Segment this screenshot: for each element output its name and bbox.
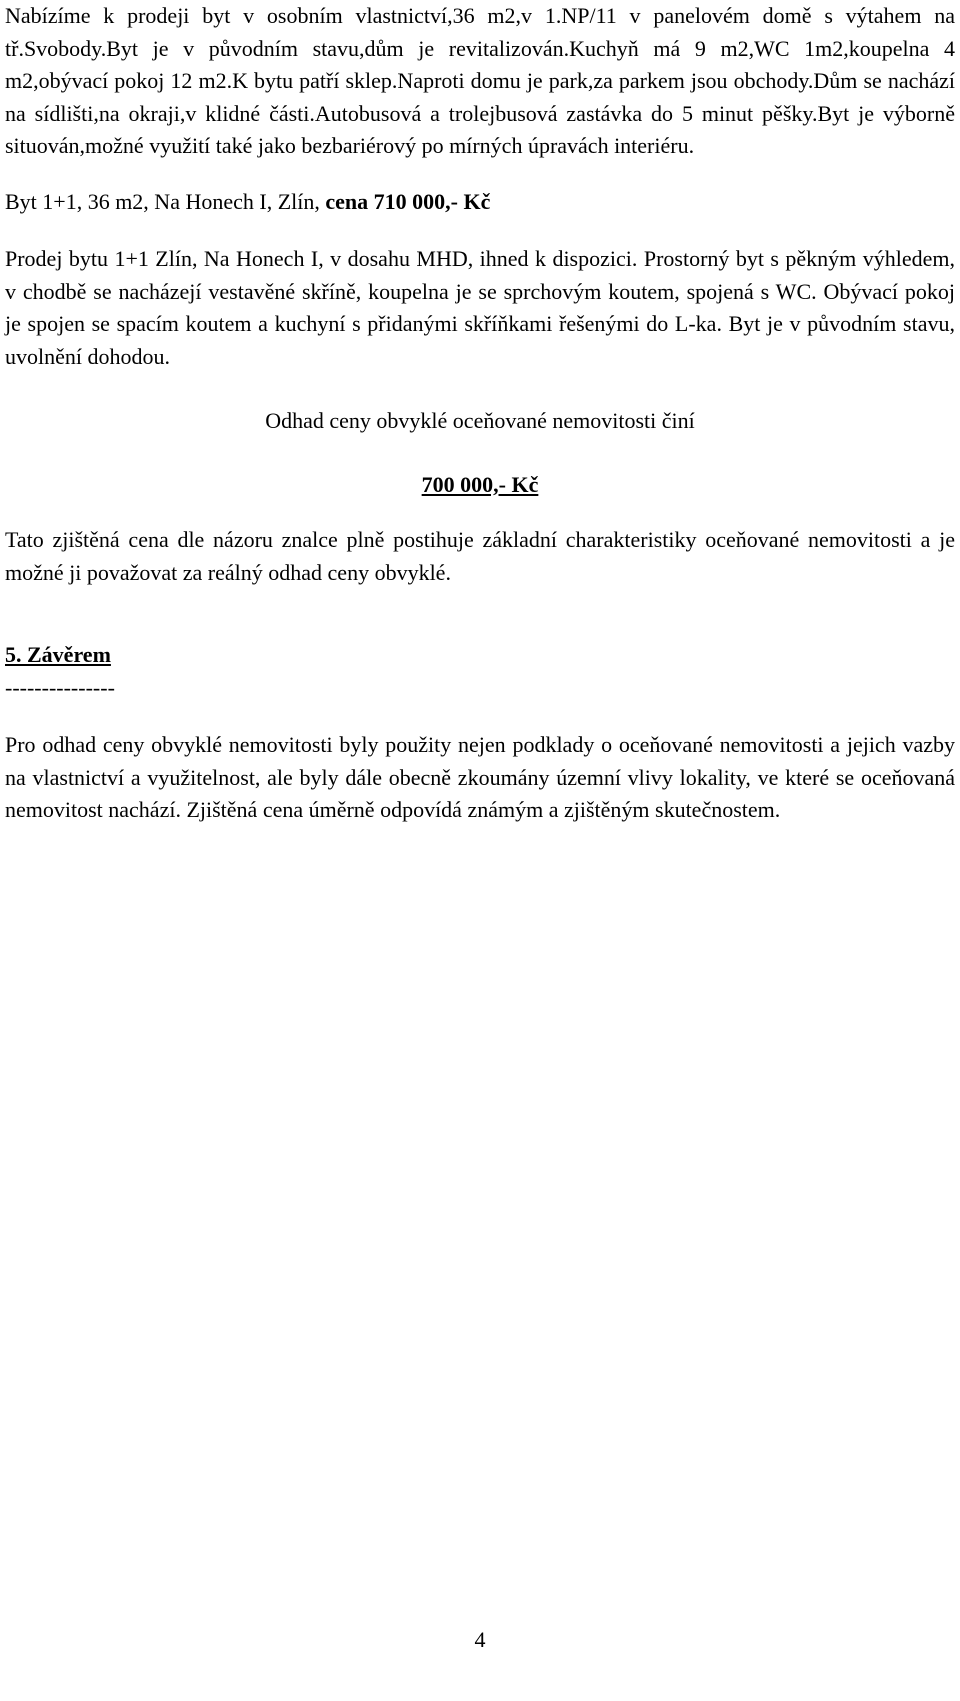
offer-description: Prodej bytu 1+1 Zlín, Na Honech I, v dosahu MHD, ihned k dispozici. Prostorný byt s pěkným výhledem, v chodbě se nacházejí vestavěné skříně, koupelna je se sprchovým koutem, spojená s WC. Obývací pokoj je spojen se spacím koutem a kuchyní s přidanými skříňkami řešenými do L-ka. Byt je v původním stavu, uvolnění dohodou.: [5, 246, 955, 369]
offer-price: cena 710 000,- Kč: [325, 188, 491, 214]
offer-line: [5, 186, 955, 219]
estimate-intro: Odhad ceny obvyklé oceňované nemovitosti činí: [265, 408, 695, 433]
section-heading: 5. Závěrem: [5, 642, 111, 667]
listing-paragraph: Nabízíme k prodeji byt v osobním vlastnictví,36 m2,v 1.NP/11 v panelovém domě s výtahem na tř.Svobody.Byt je v původním stavu,dům je revitalizován.Kuchyň má 9 m2,WC 1m2,koupelna 4 m2,obývací pokoj 12 m2.K bytu patří sklep.Naproti domu je park,za parkem jsou obchody.Dům se nachází na sídlišti,na okraji,v klidné části.Autobusová a trolejbusová zastávka do 5 minut pěšky.Byt je výborně situován,možné využití také jako bezbariérový po mírných úpravách interiéru.: [5, 3, 955, 158]
conclusion-paragraph: Pro odhad ceny obvyklé nemovitosti byly použity nejen podklady o oceňované nemovitosti a jejich vazby na vlastnictví a využitelnost, ale byly dále obecně zkoumány územní vlivy lokality, ve které se oceňovaná nemovitost nachází. Zjištěná cena úměrně odpovídá známým a zjištěným skutečnostem.: [5, 732, 955, 822]
section-rule: ---------------: [5, 674, 115, 700]
offer-text: Byt 1+1, 36 m2, Na Honech I, Zlín,: [5, 188, 326, 214]
estimate-note: Tato zjištěná cena dle názoru znalce plně postihuje základní charakteristiky oceňované nemovitosti a je možné ji považovat za reálný odhad ceny obvyklé.: [5, 527, 955, 585]
document-page: [5, 0, 955, 827]
estimate-price: 700 000,- Kč: [421, 471, 539, 497]
page-number: 4: [474, 1627, 486, 1652]
